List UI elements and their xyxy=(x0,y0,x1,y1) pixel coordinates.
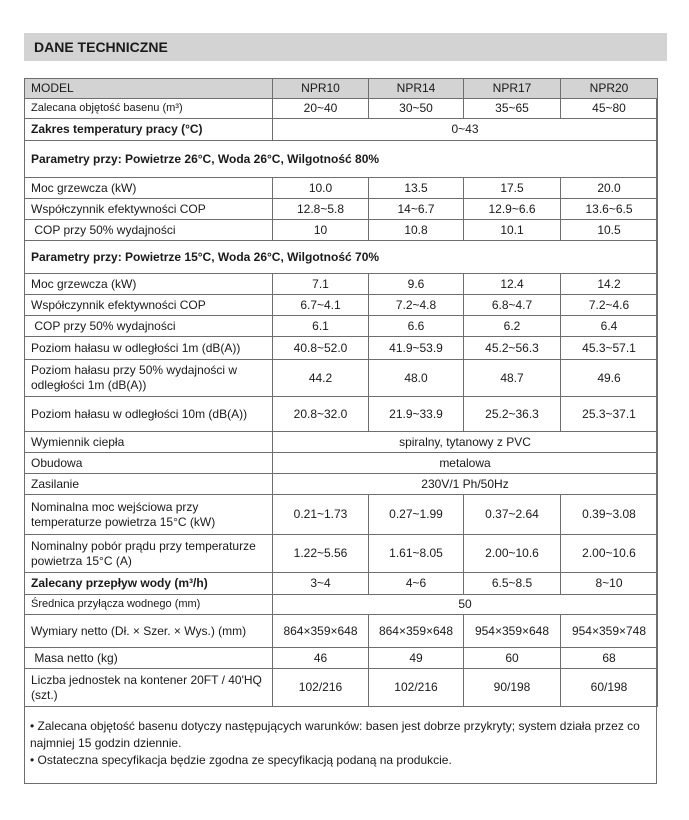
table-row xyxy=(25,595,658,615)
cell: 6.7~4.1 xyxy=(273,295,369,316)
cell: 13.6~6.5 xyxy=(561,199,658,220)
row-label: Poziom hałasu przy 50% wydajności w odległości 1m (dB(A)) xyxy=(25,360,273,397)
cell: 14~6.7 xyxy=(369,199,464,220)
cell: 10 xyxy=(273,220,369,241)
cell: 30~50 xyxy=(369,99,464,119)
table-row xyxy=(25,495,658,535)
cell: 13.5 xyxy=(369,178,464,199)
cell: 6.8~4.7 xyxy=(464,295,561,316)
cell: 864×359×648 xyxy=(273,615,369,648)
table-row xyxy=(25,474,658,495)
table-row xyxy=(25,199,658,220)
table-row xyxy=(25,178,658,199)
row-label: Współczynnik efektywności COP xyxy=(25,199,273,220)
row-label: Moc grzewcza (kW) xyxy=(25,274,273,295)
cell: 1.61~8.05 xyxy=(369,535,464,573)
cell: 60 xyxy=(464,648,561,669)
section-row xyxy=(25,141,658,178)
row-label: Zalecany przepływ wody (m³/h) xyxy=(25,573,273,595)
header-npr10: NPR10 xyxy=(273,79,369,99)
cell: 90/198 xyxy=(464,669,561,707)
row-label: Wymiennik ciepła xyxy=(25,432,273,453)
cell: 864×359×648 xyxy=(369,615,464,648)
cell: 6.1 xyxy=(273,316,369,337)
cell: 48.0 xyxy=(369,360,464,397)
cell: 49 xyxy=(369,648,464,669)
cell: 20~40 xyxy=(273,99,369,119)
cell: 35~65 xyxy=(464,99,561,119)
table-row xyxy=(25,295,658,316)
cell: 10.5 xyxy=(561,220,658,241)
table-row xyxy=(25,274,658,295)
table-header-row xyxy=(25,79,658,99)
table-row xyxy=(25,453,658,474)
section-row xyxy=(25,241,658,274)
cell: 40.8~52.0 xyxy=(273,337,369,360)
table-row xyxy=(25,220,658,241)
row-label: Moc grzewcza (kW) xyxy=(25,178,273,199)
cell: 44.2 xyxy=(273,360,369,397)
cell: 45.2~56.3 xyxy=(464,337,561,360)
cell: 954×359×748 xyxy=(561,615,658,648)
cell: 68 xyxy=(561,648,658,669)
row-label: Poziom hałasu w odległości 1m (dB(A)) xyxy=(25,337,273,360)
footnote: • Ostateczna specyfikacja będzie zgodna ze specyfikacją podaną na produkcie. xyxy=(30,753,452,767)
cell: 9.6 xyxy=(369,274,464,295)
cell: 45~80 xyxy=(561,99,658,119)
cell: 46 xyxy=(273,648,369,669)
row-label: Nominalna moc wejściowa przy temperaturze powietrza 15°C (kW) xyxy=(25,495,273,535)
cell: 25.3~37.1 xyxy=(561,397,658,432)
cell: 2.00~10.6 xyxy=(464,535,561,573)
cell: 14.2 xyxy=(561,274,658,295)
table-row xyxy=(25,360,658,397)
cell: 0.39~3.08 xyxy=(561,495,658,535)
table-row xyxy=(25,573,658,595)
spec-table xyxy=(24,78,658,707)
cell: 0.21~1.73 xyxy=(273,495,369,535)
table-row xyxy=(25,316,658,337)
cell: 0.27~1.99 xyxy=(369,495,464,535)
header-npr17: NPR17 xyxy=(464,79,561,99)
row-label: Wymiary netto (Dł. × Szer. × Wys.) (mm) xyxy=(25,615,273,648)
row-label: Obudowa xyxy=(25,453,273,474)
section-header-band xyxy=(24,33,667,61)
table-row xyxy=(25,99,658,119)
cell: 0.37~2.64 xyxy=(464,495,561,535)
row-label: COP przy 50% wydajności xyxy=(25,316,273,337)
row-label: Masa netto (kg) xyxy=(25,648,273,669)
cell: 10.1 xyxy=(464,220,561,241)
cell: 6.5~8.5 xyxy=(464,573,561,595)
cell: 4~6 xyxy=(369,573,464,595)
header-model: MODEL xyxy=(25,79,273,99)
cell: 45.3~57.1 xyxy=(561,337,658,360)
row-label: Nominalny pobór prądu przy temperaturze powietrza 15°C (A) xyxy=(25,535,273,573)
section-heading: Parametry przy: Powietrze 26°C, Woda 26°C, Wilgotność 80% xyxy=(25,141,658,178)
cell: 6.6 xyxy=(369,316,464,337)
cell: 17.5 xyxy=(464,178,561,199)
cell: 25.2~36.3 xyxy=(464,397,561,432)
footnotes xyxy=(30,718,650,769)
row-label: Poziom hałasu w odległości 10m (dB(A)) xyxy=(25,397,273,432)
cell: 7.2~4.8 xyxy=(369,295,464,316)
header-npr14: NPR14 xyxy=(369,79,464,99)
cell: 48.7 xyxy=(464,360,561,397)
cell: spiralny, tytanowy z PVC xyxy=(273,432,658,453)
table-row xyxy=(25,669,658,707)
cell: metalowa xyxy=(273,453,658,474)
cell: 49.6 xyxy=(561,360,658,397)
table-row xyxy=(25,397,658,432)
cell: 41.9~53.9 xyxy=(369,337,464,360)
cell: 7.1 xyxy=(273,274,369,295)
cell: 20.0 xyxy=(561,178,658,199)
cell: 12.4 xyxy=(464,274,561,295)
cell: 10.8 xyxy=(369,220,464,241)
cell: 20.8~32.0 xyxy=(273,397,369,432)
cell: 7.2~4.6 xyxy=(561,295,658,316)
cell: 3~4 xyxy=(273,573,369,595)
table-row xyxy=(25,615,658,648)
row-label: COP przy 50% wydajności xyxy=(25,220,273,241)
cell: 954×359×648 xyxy=(464,615,561,648)
table-row xyxy=(25,119,658,141)
section-title: DANE TECHNICZNE xyxy=(34,39,168,55)
table-row xyxy=(25,432,658,453)
cell: 230V/1 Ph/50Hz xyxy=(273,474,658,495)
cell: 12.8~5.8 xyxy=(273,199,369,220)
section-heading: Parametry przy: Powietrze 15°C, Woda 26°C, Wilgotność 70% xyxy=(25,241,658,274)
cell: 2.00~10.6 xyxy=(561,535,658,573)
row-label: Średnica przyłącza wodnego (mm) xyxy=(25,595,273,615)
cell: 21.9~33.9 xyxy=(369,397,464,432)
cell: 10.0 xyxy=(273,178,369,199)
row-label: Liczba jednostek na kontener 20FT / 40'HQ (szt.) xyxy=(25,669,273,707)
cell: 102/216 xyxy=(369,669,464,707)
cell: 6.2 xyxy=(464,316,561,337)
footnote: • Zalecana objętość basenu dotyczy następujących warunków: basen jest dobrze przykryty; system działa przez co najmniej 15 godzin dziennie. xyxy=(30,719,640,750)
row-label: Zakres temperatury pracy (°C) xyxy=(25,119,273,141)
row-label: Zasilanie xyxy=(25,474,273,495)
cell: 6.4 xyxy=(561,316,658,337)
row-label: Zalecana objętość basenu (m³) xyxy=(25,99,273,119)
table-row xyxy=(25,535,658,573)
cell: 8~10 xyxy=(561,573,658,595)
header-npr20: NPR20 xyxy=(561,79,658,99)
table-row xyxy=(25,337,658,360)
table-row xyxy=(25,648,658,669)
cell: 12.9~6.6 xyxy=(464,199,561,220)
cell: 0~43 xyxy=(273,119,658,141)
cell: 50 xyxy=(273,595,658,615)
row-label: Współczynnik efektywności COP xyxy=(25,295,273,316)
cell: 60/198 xyxy=(561,669,658,707)
cell: 1.22~5.56 xyxy=(273,535,369,573)
cell: 102/216 xyxy=(273,669,369,707)
